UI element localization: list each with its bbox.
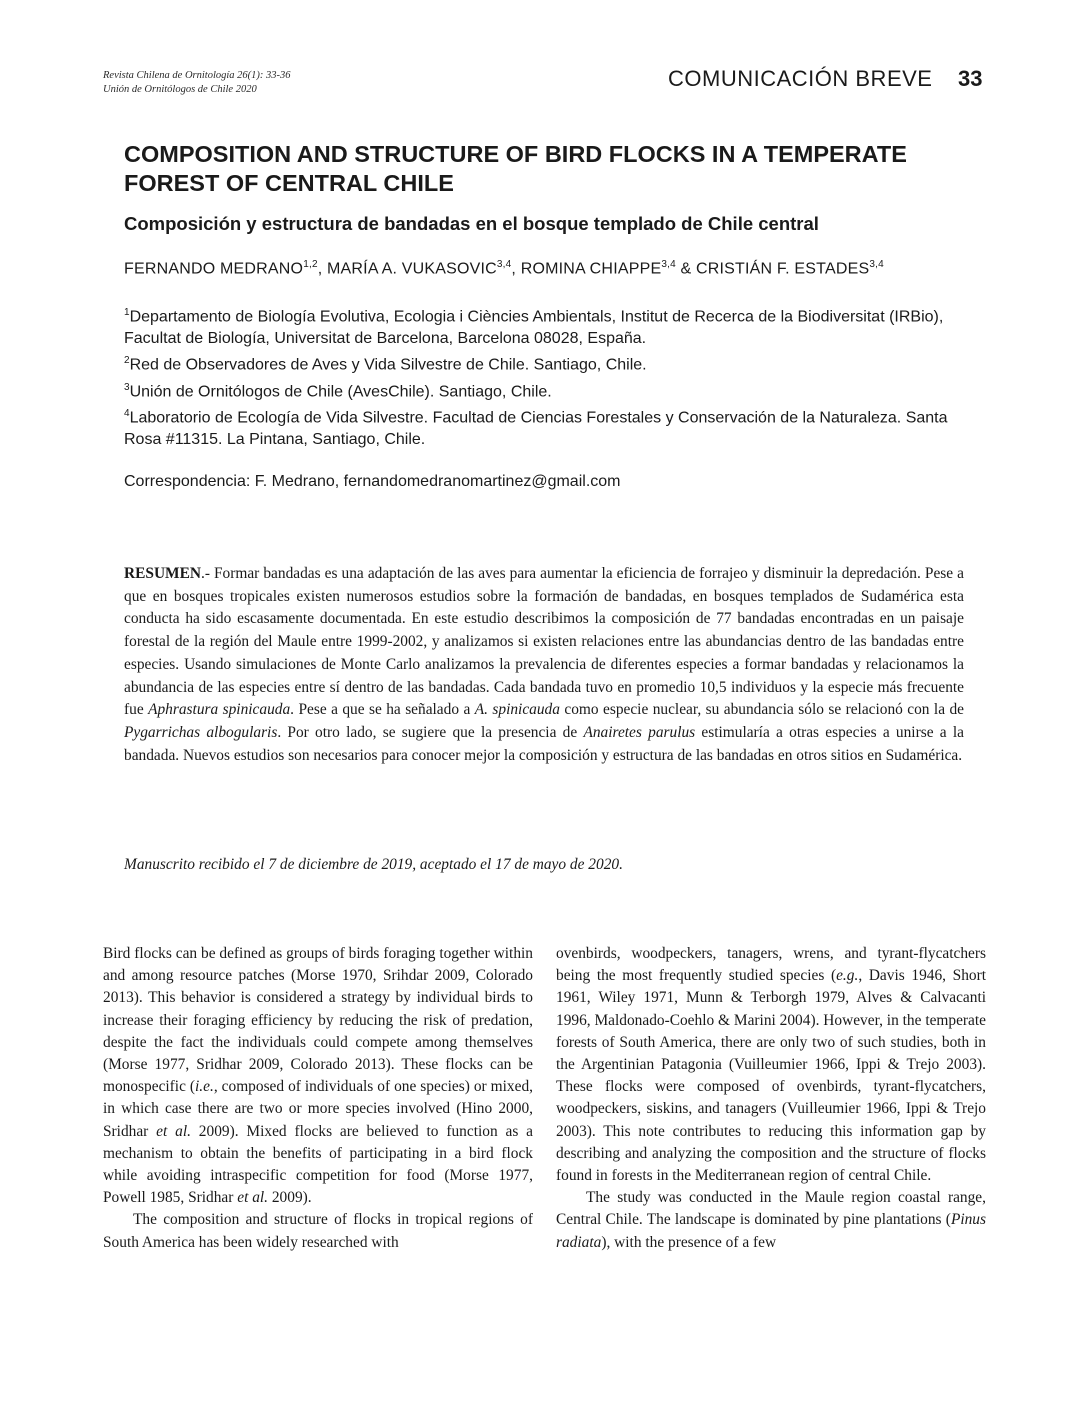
author-name: ROMINA CHIAPPE xyxy=(520,260,662,278)
affiliation-text: Red de Observadores de Aves y Vida Silvestre de Chile. Santiago, Chile. xyxy=(129,356,647,374)
author-separator: , xyxy=(317,260,328,278)
correspondence: Correspondencia: F. Medrano, fernandomedranomartinez@gmail.com xyxy=(124,473,621,490)
italic-text-run: Aphrastura spinicauda xyxy=(148,701,291,719)
author-affiliation-marker: 1,2 xyxy=(303,259,318,270)
author-separator: , xyxy=(511,260,521,278)
body-paragraph xyxy=(103,1209,533,1253)
abstract xyxy=(124,563,964,767)
author-affiliation-marker: 3,4 xyxy=(496,259,512,270)
text-run: Bird flocks can be defined as groups of birds foraging together within and among resource patches (Morse 1970, Srihdar 2009, Colorado 2013). This behavior is considered a strategy by individual birds to increase their foraging efficiency by reducing the risk of predation, despite the fact the individuals could compete among themselves (Morse 1977, Sridhar 2009, Colorado 2013). These flocks can be monospecific ( xyxy=(103,945,533,1096)
text-run: ovenbirds, woodpeckers, tanagers, wrens, and tyrant-flycatchers being the most frequently studied species ( xyxy=(556,945,986,985)
text-run: . Pese a que se ha señalado a xyxy=(290,701,475,719)
affiliation-text: Laboratorio de Ecología de Vida Silvestre. Facultad de Ciencias Forestales y Conservación de la Naturaleza. Santa Rosa #11315. La Pintana, Santiago, Chile. xyxy=(124,409,948,449)
italic-text-run: e.g. xyxy=(836,967,859,985)
affiliation-item xyxy=(124,403,984,451)
text-run: , Davis 1946, Short 1961, Wiley 1971, Munn & Terborgh 1979, Alves & Calvacanti 1996, Maldonado-Coehlo & Marini 2004). However, in the temperate forests of South America, there are only two of such studies, both in the Argentinian Patagonia (Vuilleumier 1966, Ippi & Trejo 2003). These flocks were composed of ovenbirds, tyrant-flycatchers, woodpeckers, siskins, and tanagers (Vuilleumier 1966, Ippi & Trejo 2003). This note contributes to reducing this information gap by describing and analyzing the composition and the structure of flocks found in forests in the Mediterranean region of central Chile. xyxy=(556,967,987,1185)
affiliation-text: Unión de Ornitólogos de Chile (AvesChile). Santiago, Chile. xyxy=(129,382,552,400)
italic-text-run: et al. xyxy=(156,1122,191,1140)
italic-text-run: A. spinicauda xyxy=(474,701,560,719)
abstract-keyword: RESUMEN xyxy=(124,565,201,582)
text-run: 2009). xyxy=(268,1189,312,1207)
author-name: FERNANDO MEDRANO xyxy=(124,260,304,278)
received-date: Manuscrito recibido el 7 de diciembre de 2019, aceptado el 17 de mayo de 2020. xyxy=(124,856,623,873)
affiliation-item xyxy=(124,302,984,350)
author-separator: & xyxy=(675,260,697,278)
article-subtitle: Composición y estructura de bandadas en el bosque templado de Chile central xyxy=(124,213,819,234)
affiliation-number: 1 xyxy=(124,307,130,318)
text-run: .- Formar bandadas es una adaptación de las aves para aumentar la eficiencia de forrajeo y disminuir la depredación. Pese a que en bosques tropicales existen numerosos estudios sobre la formación de bandadas, en bosques templados de Sudamérica esta conducta ha sido escasamente documentada. En este estudio describimos la composición de 77 bandadas encontradas en un paisaje forestal de la región del Maule entre 1999-2002, y analizamos si existen relaciones entre las abundancias dentro de las bandadas entre especies. Usando simulaciones de Monte Carlo analizamos la prevalencia de diferentes especies a formar bandadas y relacionamos la abundancia de las especies entre sí dentro de las bandadas. Cada bandada tuvo en promedio 10,5 individuos y la especie más frecuente fue xyxy=(124,565,964,719)
affiliation-item xyxy=(124,350,984,376)
journal-citation xyxy=(103,69,291,97)
author-name: MARÍA A. VUKASOVIC xyxy=(327,260,497,278)
abstract-body xyxy=(124,565,964,764)
text-run: ), with the presence of a few xyxy=(601,1233,777,1251)
italic-text-run: i.e. xyxy=(195,1078,214,1096)
affiliation-text: Departamento de Biología Evolutiva, Ecologia i Ciències Ambientals, Institut de Recerca de la Biodiversitat (IRBio), Facultat de Biología, Universitat de Barcelona, Barcelona 08028, España. xyxy=(124,308,944,348)
italic-text-run: Anairetes parulus xyxy=(583,723,696,741)
body-paragraph xyxy=(103,943,533,1209)
text-run: The study was conducted in the Maule region coastal range, Central Chile. The landscape is dominated by pine plantations ( xyxy=(556,1189,986,1229)
journal-line-1: Revista Chilena de Ornitología 26(1): 33-36 xyxy=(103,70,291,81)
author-affiliation-marker: 3,4 xyxy=(661,259,676,270)
text-run: . Por otro lado, se sugiere que la presencia de xyxy=(277,723,584,741)
author-affiliation-marker: 3,4 xyxy=(869,259,884,270)
body-column-left xyxy=(103,943,533,1254)
affiliation-number: 4 xyxy=(124,407,130,419)
affiliation-number: 2 xyxy=(124,355,130,367)
body-paragraph xyxy=(556,1187,986,1254)
journal-line-2: Unión de Ornitólogos de Chile 2020 xyxy=(103,84,257,95)
italic-text-run: Pygarrichas albogularis xyxy=(124,723,278,741)
text-run: estimularía a otras especies a unirse a la bandada. Nuevos estudios son necesarios para conocer mejor la composición y estructura de las bandadas en otros sitios en Sudamérica. xyxy=(124,723,964,764)
page-number: 33 xyxy=(958,66,983,91)
text-run: The composition and structure of flocks in tropical regions of South America has been widely researched with xyxy=(103,1211,533,1251)
section-label: COMUNICACIÓN BREVE xyxy=(668,66,933,91)
italic-text-run: et al. xyxy=(237,1189,269,1207)
text-run: , composed of individuals of one species) or mixed, in which case there are two or more species involved (Hino 2000, Sridhar xyxy=(103,1078,533,1140)
italic-text-run: Pinus radiata xyxy=(556,1211,986,1251)
text-run: como especie nuclear, su abundancia sólo se relacionó con la de xyxy=(559,701,964,719)
affiliation-item xyxy=(124,377,984,403)
article-title: COMPOSITION AND STRUCTURE OF BIRD FLOCKS IN A TEMPERATE FOREST OF CENTRAL CHILE xyxy=(124,141,907,196)
author-list xyxy=(124,259,884,278)
author-name: CRISTIÁN F. ESTADES xyxy=(696,260,870,278)
text-run: 2009). Mixed flocks are believed to function as a mechanism to obtain the benefits of participating in a bird flock while avoiding intraspecific competition for food (Morse 1977, Powell 1985, Sridhar xyxy=(103,1122,534,1207)
affiliation-number: 3 xyxy=(124,381,130,393)
affiliation-list xyxy=(124,302,984,451)
body-column-right xyxy=(556,943,986,1254)
body-paragraph xyxy=(556,943,986,1187)
